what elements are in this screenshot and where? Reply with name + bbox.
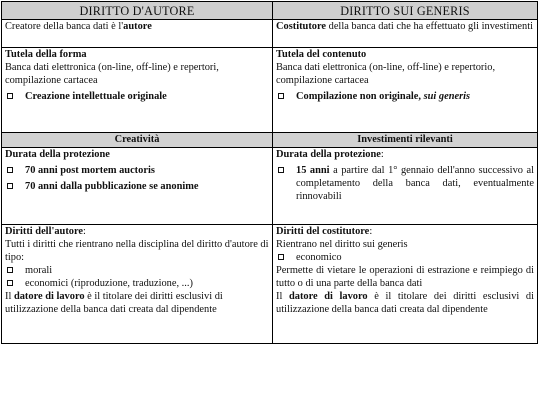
square-bullet-icon xyxy=(278,93,284,99)
diritti-morali-text: morali xyxy=(25,265,53,276)
durata-sg-title: Durata della protezione xyxy=(276,149,381,160)
costitutore-bold: Costitutore xyxy=(276,21,327,32)
cell-costitutore xyxy=(273,20,538,48)
band-investimenti: Investimenti rilevanti xyxy=(273,133,538,148)
row-creatore xyxy=(2,20,538,48)
datore-autore-bold: datore di lavoro xyxy=(13,291,85,302)
compilazione-text: Compilazione non originale, xyxy=(296,91,424,102)
datore-lavoro-autore xyxy=(5,290,269,316)
header-row xyxy=(2,2,538,20)
diritti-costitutore-colon: : xyxy=(369,226,373,237)
estrazione-text: Permette di vietare le operazioni di estrazione e reimpiego di tutto o di una parte della banca dati xyxy=(276,265,534,289)
diritti-morali-item xyxy=(5,264,269,277)
cell-diritti-autore xyxy=(2,225,273,344)
datore-lavoro-costitutore xyxy=(276,290,534,316)
costitutore-text: della banca dati che ha effettuato gli investimenti xyxy=(326,21,533,32)
creatore-autore-bold: autore xyxy=(123,21,152,32)
diritti-economici-text: economici (riproduzione, traduzione, ...) xyxy=(25,278,193,289)
durata-bullet-2 xyxy=(5,180,269,193)
diritti-costitutore-title: Diritti del costitutore xyxy=(276,226,370,237)
durata-bullet-1-text: 70 anni post mortem auctoris xyxy=(25,165,155,176)
diritti-economici-item xyxy=(5,277,269,290)
durata-sg-colon: : xyxy=(380,149,384,160)
diritti-autore-title: Diritti dell'autore xyxy=(5,226,84,237)
header-diritto-sui-generis: DIRITTO SUI GENERIS xyxy=(273,2,538,20)
diritto-economico-item xyxy=(276,251,534,264)
comparison-table xyxy=(1,1,538,344)
datore-autore-pre: Il xyxy=(5,291,14,302)
tutela-forma-title: Tutela della forma xyxy=(5,49,87,60)
diritto-economico-text: economico xyxy=(296,252,342,263)
header-diritto-autore: DIRITTO D'AUTORE xyxy=(2,2,273,20)
square-bullet-icon xyxy=(7,183,13,189)
diritti-costitutore-title-line xyxy=(276,225,534,238)
creatore-text: Creatore della banca dati è l' xyxy=(5,21,124,32)
cell-durata-autore xyxy=(2,148,273,225)
cell-tutela-forma xyxy=(2,48,273,133)
compilazione-item xyxy=(276,90,534,103)
square-bullet-icon xyxy=(7,93,13,99)
band-creativita: Creatività xyxy=(2,133,273,148)
creazione-originale-item xyxy=(5,90,269,103)
datore-costitutore-pre: Il xyxy=(276,291,289,302)
tutela-contenuto-title: Tutela del contenuto xyxy=(276,49,367,60)
square-bullet-icon xyxy=(278,167,284,173)
row-durata xyxy=(2,148,538,225)
cell-diritti-costitutore xyxy=(273,225,538,344)
row-diritti xyxy=(2,225,538,344)
datore-costitutore-bold: datore di lavoro xyxy=(288,291,368,302)
durata-sg-bullet-text: a partire dal 1° gennaio dell'anno successivo al completamento della banca dati, eventualmente rinnovabili xyxy=(296,165,534,202)
durata-bullet-1 xyxy=(5,164,269,177)
diritti-costitutore-text: Rientrano nel diritto sui generis xyxy=(276,239,408,250)
durata-sg-bullet xyxy=(276,164,534,203)
tutela-forma-text: Banca dati elettronica (on-line, off-line) e repertori, compilazione cartacea xyxy=(5,62,219,86)
square-bullet-icon xyxy=(7,167,13,173)
durata-bullet-2-text: 70 anni dalla pubblicazione se anonime xyxy=(25,181,199,192)
square-bullet-icon xyxy=(278,254,284,260)
tutela-contenuto-text: Banca dati elettronica (on-line, off-line) e repertorio, compilazione cartacea xyxy=(276,62,496,86)
creazione-originale-text: Creazione intellettuale originale xyxy=(25,91,167,102)
durata-autore-title: Durata della protezione xyxy=(5,149,110,160)
cell-durata-sui-generis xyxy=(273,148,538,225)
square-bullet-icon xyxy=(7,280,13,286)
sui-generis-italic: sui generis xyxy=(423,91,471,102)
datore-autore-post: è il titolare dei diritti esclusivi di utilizzazione della banca dati creata dal dipendente xyxy=(5,291,223,315)
cell-creatore-autore xyxy=(2,20,273,48)
diritti-autore-title-line xyxy=(5,225,269,238)
row-tutela xyxy=(2,48,538,133)
band-row xyxy=(2,133,538,148)
diritti-autore-colon: : xyxy=(83,226,86,237)
quindici-anni-bold: 15 anni xyxy=(296,165,330,176)
datore-costitutore-post: è il titolare dei diritti esclusivi di utilizzazione della banca dati creata dal dipendente xyxy=(276,291,534,315)
durata-sg-title-line xyxy=(276,148,534,161)
cell-tutela-contenuto xyxy=(273,48,538,133)
square-bullet-icon xyxy=(7,267,13,273)
diritti-autore-text: Tutti i diritti che rientrano nella disciplina del diritto d'autore di tipo: xyxy=(5,239,269,263)
